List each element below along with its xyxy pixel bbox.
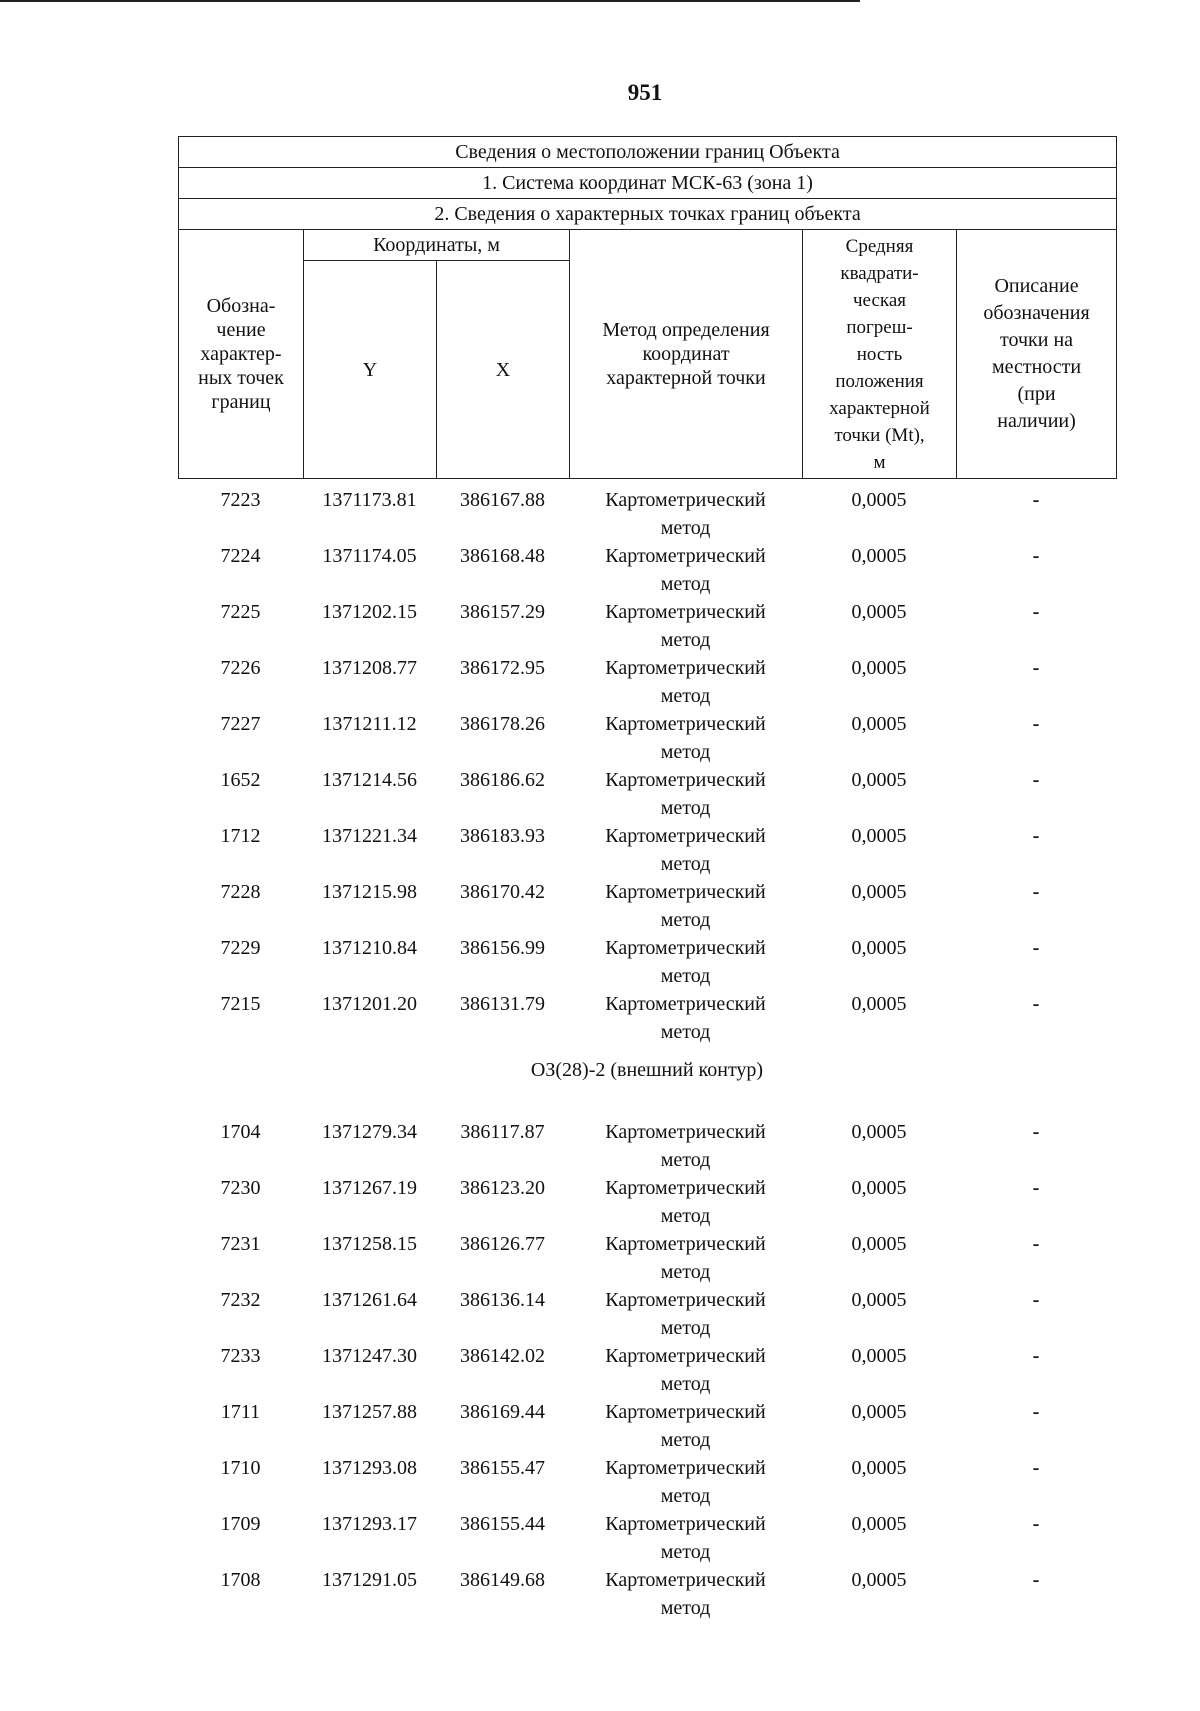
point-description: - (1032, 657, 1040, 679)
col-header-error: Средняя квадрати- ческая погреш- ность положения характерной точки (Mt), м (803, 230, 957, 479)
table-row (178, 1174, 1116, 1230)
point-description: - (1032, 1289, 1040, 1311)
coord-y: 1371210.84 (322, 937, 417, 959)
table-header (178, 136, 1117, 479)
mean-square-error: 0,0005 (851, 713, 907, 735)
method: Картометрический метод (605, 1345, 766, 1395)
mean-square-error: 0,0005 (851, 937, 907, 959)
coord-y: 1371267.19 (322, 1177, 417, 1199)
point-label: 7231 (220, 1233, 261, 1255)
mean-square-error: 0,0005 (851, 1177, 907, 1199)
method: Картометрический метод (605, 1289, 766, 1339)
point-label: 7226 (220, 657, 261, 679)
coord-x: 386167.88 (460, 489, 545, 511)
point-description: - (1032, 1345, 1040, 1367)
point-label: 1709 (220, 1513, 261, 1535)
method: Картометрический метод (605, 825, 766, 875)
coord-x: 386178.26 (460, 713, 545, 735)
point-description: - (1032, 601, 1040, 623)
coord-y: 1371202.15 (322, 601, 417, 623)
point-label: 7224 (220, 545, 261, 567)
table-row (178, 1118, 1116, 1174)
method: Картометрический метод (605, 1401, 766, 1451)
point-description: - (1032, 1569, 1040, 1591)
table-body (178, 486, 1116, 1622)
mean-square-error: 0,0005 (851, 1513, 907, 1535)
mean-square-error: 0,0005 (851, 1289, 907, 1311)
point-description: - (1032, 1457, 1040, 1479)
table-row (178, 1454, 1116, 1510)
coord-y: 1371211.12 (322, 713, 417, 735)
coord-y: 1371293.08 (322, 1457, 417, 1479)
table-row (178, 1510, 1116, 1566)
table-row (178, 598, 1116, 654)
coord-x: 386168.48 (460, 545, 545, 567)
coord-x: 386183.93 (460, 825, 545, 847)
coord-y: 1371201.20 (322, 993, 417, 1015)
point-label: 7232 (220, 1289, 261, 1311)
coord-y: 1371215.98 (322, 881, 417, 903)
point-label: 7233 (220, 1345, 261, 1367)
table-row (178, 934, 1116, 990)
table-row (178, 1230, 1116, 1286)
table-row (178, 1566, 1116, 1622)
point-description: - (1032, 1401, 1040, 1423)
col-header-description: Описание обозначения точки на местности (при наличии) (957, 230, 1117, 479)
table-row (178, 766, 1116, 822)
method: Картометрический метод (605, 1569, 766, 1619)
mean-square-error: 0,0005 (851, 1345, 907, 1367)
method: Картометрический метод (605, 601, 766, 651)
coord-x: 386170.42 (460, 881, 545, 903)
coord-x: 386123.20 (460, 1177, 545, 1199)
method: Картометрический метод (605, 545, 766, 595)
point-label: 1711 (220, 1401, 261, 1423)
mean-square-error: 0,0005 (851, 489, 907, 511)
top-rule (0, 0, 860, 2)
row-group-outer-contour (178, 1118, 1116, 1622)
point-description: - (1032, 489, 1040, 511)
point-description: - (1032, 713, 1040, 735)
table-row (178, 878, 1116, 934)
point-description: - (1032, 937, 1040, 959)
mean-square-error: 0,0005 (851, 1569, 907, 1591)
mean-square-error: 0,0005 (851, 825, 907, 847)
coord-x: 386156.99 (460, 937, 545, 959)
table-row (178, 486, 1116, 542)
coord-x: 386142.02 (460, 1345, 545, 1367)
coordinate-system: 1. Система координат МСК-63 (зона 1) (179, 168, 1117, 199)
col-header-x: X (437, 261, 570, 479)
method: Картометрический метод (605, 1121, 766, 1171)
method: Картометрический метод (605, 489, 766, 539)
point-label: 1710 (220, 1457, 261, 1479)
coord-x: 386126.77 (460, 1233, 545, 1255)
coord-y: 1371258.15 (322, 1233, 417, 1255)
mean-square-error: 0,0005 (851, 601, 907, 623)
coord-x: 386155.47 (460, 1457, 545, 1479)
mean-square-error: 0,0005 (851, 1401, 907, 1423)
table-row (178, 822, 1116, 878)
coord-y: 1371279.34 (322, 1121, 417, 1143)
method: Картометрический метод (605, 1233, 766, 1283)
table-row (178, 1286, 1116, 1342)
point-label: 7229 (220, 937, 261, 959)
coord-y: 1371221.34 (322, 825, 417, 847)
method: Картометрический метод (605, 881, 766, 931)
mean-square-error: 0,0005 (851, 1457, 907, 1479)
point-description: - (1032, 1513, 1040, 1535)
table-row (178, 1342, 1116, 1398)
mean-square-error: 0,0005 (851, 881, 907, 903)
coord-y: 1371214.56 (322, 769, 417, 791)
method: Картометрический метод (605, 713, 766, 763)
table-row (178, 1398, 1116, 1454)
method: Картометрический метод (605, 993, 766, 1043)
point-description: - (1032, 545, 1040, 567)
method: Картометрический метод (605, 1457, 766, 1507)
method: Картометрический метод (605, 937, 766, 987)
page-number: 951 (627, 80, 663, 105)
method: Картометрический метод (605, 1177, 766, 1227)
point-label: 1708 (220, 1569, 261, 1591)
point-description: - (1032, 1177, 1040, 1199)
coord-x: 386131.79 (460, 993, 545, 1015)
coord-x: 386172.95 (460, 657, 545, 679)
col-header-coordinates: Координаты, м (304, 230, 570, 261)
method: Картометрический метод (605, 657, 766, 707)
col-header-point: Обозна- чение характер- ных точек границ (179, 230, 304, 479)
point-description: - (1032, 769, 1040, 791)
point-description: - (1032, 1233, 1040, 1255)
coord-y: 1371174.05 (322, 545, 417, 567)
point-label: 7230 (220, 1177, 261, 1199)
mean-square-error: 0,0005 (851, 657, 907, 679)
point-label: 7223 (220, 489, 261, 511)
table-row (178, 654, 1116, 710)
table-row (178, 710, 1116, 766)
table-title: Сведения о местоположении границ Объекта (179, 137, 1117, 168)
method: Картометрический метод (605, 769, 766, 819)
col-header-y: Y (304, 261, 437, 479)
point-label: 1652 (220, 769, 261, 791)
point-label: 7215 (220, 993, 261, 1015)
mean-square-error: 0,0005 (851, 545, 907, 567)
point-description: - (1032, 825, 1040, 847)
coord-x: 386186.62 (460, 769, 545, 791)
contour-label: ОЗ(28)-2 (внешний контур) (530, 1059, 764, 1081)
mean-square-error: 0,0005 (851, 1121, 907, 1143)
coord-y: 1371208.77 (322, 657, 417, 679)
coord-y: 1371173.81 (322, 489, 417, 511)
method: Картометрический метод (605, 1513, 766, 1563)
point-label: 7227 (220, 713, 261, 735)
coord-y: 1371247.30 (322, 1345, 417, 1367)
coord-x: 386155.44 (460, 1513, 545, 1535)
coord-x: 386136.14 (460, 1289, 545, 1311)
coord-y: 1371293.17 (322, 1513, 417, 1535)
point-description: - (1032, 993, 1040, 1015)
point-label: 7228 (220, 881, 261, 903)
mean-square-error: 0,0005 (851, 993, 907, 1015)
coord-y: 1371257.88 (322, 1401, 417, 1423)
row-group-main (178, 486, 1116, 1046)
coord-x: 386117.87 (460, 1121, 545, 1143)
point-description: - (1032, 881, 1040, 903)
section-title: 2. Сведения о характерных точках границ объекта (179, 199, 1117, 230)
point-label: 1712 (220, 825, 261, 847)
coord-x: 386149.68 (460, 1569, 545, 1591)
coord-y: 1371291.05 (322, 1569, 417, 1591)
point-label: 1704 (220, 1121, 261, 1143)
coord-x: 386157.29 (460, 601, 545, 623)
coord-x: 386169.44 (460, 1401, 545, 1423)
mean-square-error: 0,0005 (851, 769, 907, 791)
col-header-method: Метод определения координат характерной точки (570, 230, 803, 479)
table-row (178, 542, 1116, 598)
mean-square-error: 0,0005 (851, 1233, 907, 1255)
table-row (178, 990, 1116, 1046)
point-description: - (1032, 1121, 1040, 1143)
point-label: 7225 (220, 601, 261, 623)
coord-y: 1371261.64 (322, 1289, 417, 1311)
